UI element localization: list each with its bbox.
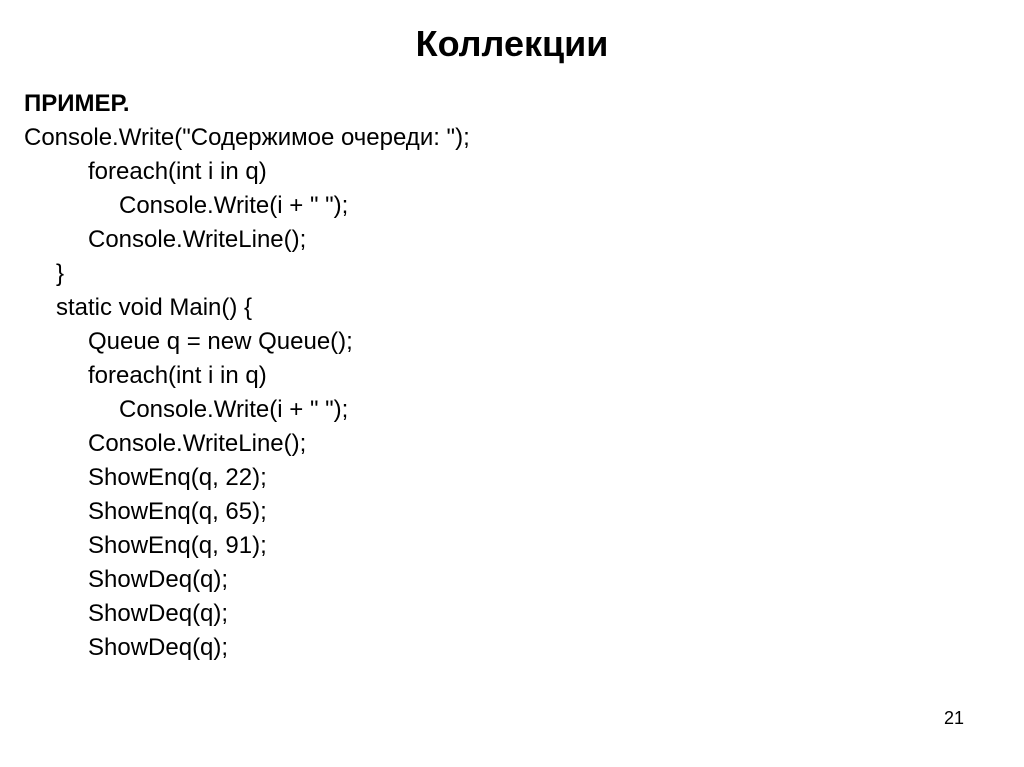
code-line: Console.Write("Содержимое очереди: ");: [24, 124, 470, 151]
slide-body: [24, 87, 984, 665]
slide-title: Коллекции: [415, 23, 609, 64]
code-line: Console.Write(i + " ");: [119, 192, 349, 219]
example-heading: ПРИМЕР.: [24, 90, 130, 117]
code-line: ShowDeq(q);: [88, 634, 229, 661]
code-line: ShowEnq(q, 65);: [88, 498, 267, 525]
code-line: ShowDeq(q);: [88, 566, 229, 593]
code-line: Console.WriteLine();: [88, 226, 307, 253]
code-line: foreach(int i in q): [88, 362, 267, 389]
code-line: Console.WriteLine();: [88, 430, 307, 457]
code-line: ShowDeq(q);: [88, 600, 229, 627]
code-line: foreach(int i in q): [88, 158, 267, 185]
code-line: }: [56, 260, 65, 287]
code-line: ShowEnq(q, 22);: [88, 464, 267, 491]
code-line: Queue q = new Queue();: [88, 328, 353, 355]
page-number: 21: [943, 708, 964, 728]
code-line: static void Main() {: [56, 294, 253, 321]
code-block: [24, 121, 984, 665]
code-line: ShowEnq(q, 91);: [88, 532, 267, 559]
code-line: Console.Write(i + " ");: [119, 396, 349, 423]
